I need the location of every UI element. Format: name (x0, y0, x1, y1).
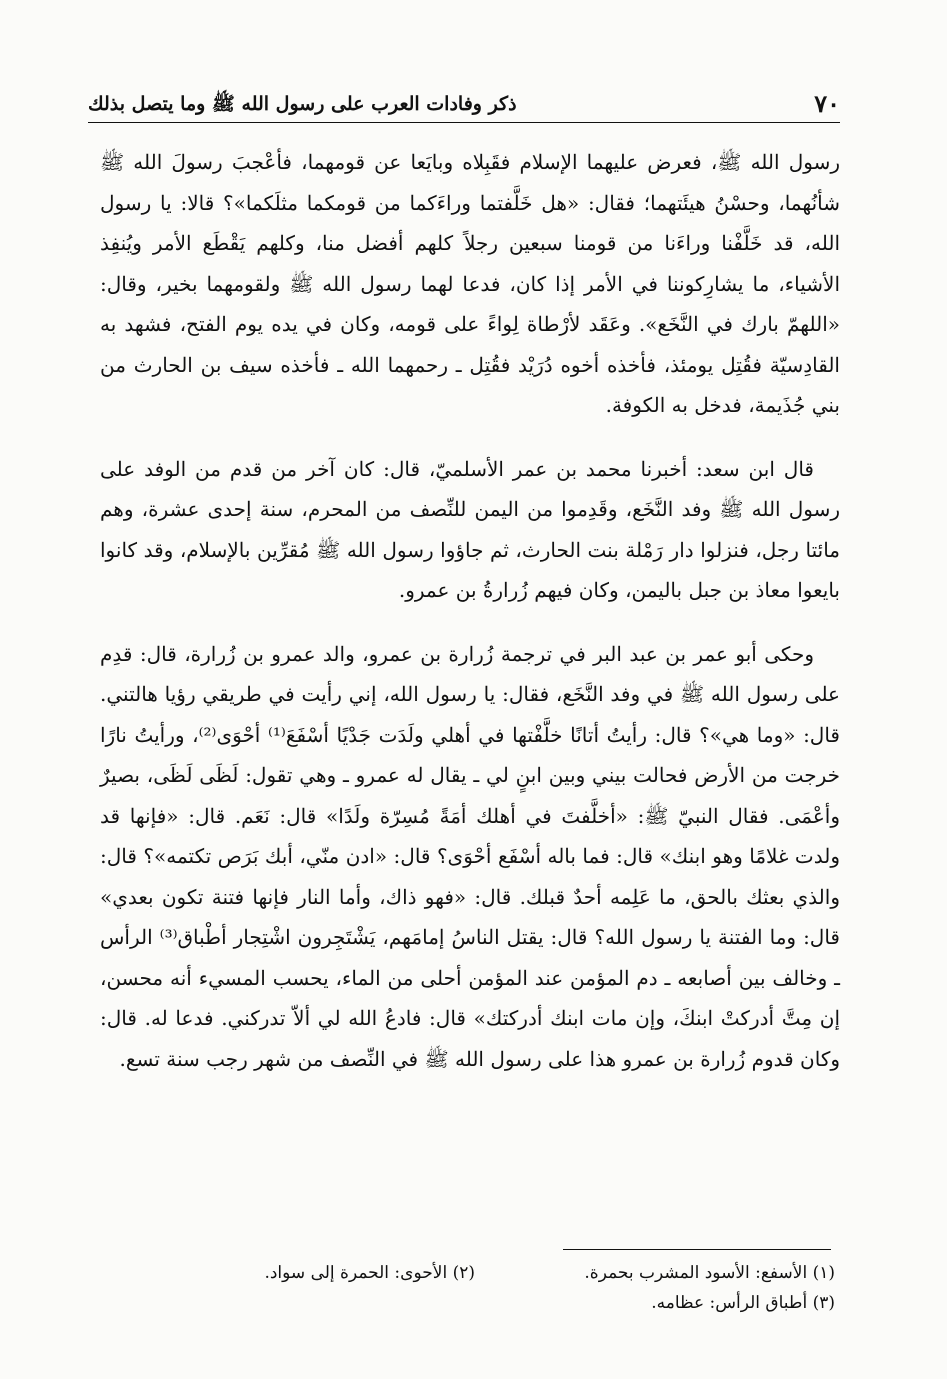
paragraph-3: وحكى أبو عمر بن عبد البر في ترجمة زُرارة بن عمرو، والد عمرو بن زُرارة، قال: قدِم على رسول الله ﷺ في وفد النَّخَع، فقال: يا رسول الله، إني رأيت في طريقي رؤيا هالتني. قال: «وما هي»؟ قال: رأيتُ أتانًا خلَّفْتها في أهلي ولَدَت جَدْيًا أسْفَعَ⁽¹⁾ أحْوَى⁽²⁾، ورأيتُ نارًا خرجت من الأرض فحالت بيني وبين ابنٍ لي ـ يقال له عمرو ـ وهي تقول: لَظَى لَظَى، بصيرٌ وأعْمَى. فقال النبيّ ﷺ: «أخلَّفتَ في أهلك أمَةً مُسِرّة ولَدًا» قال: نَعَم. قال: «فإنها قد ولدت غلامًا وهو ابنك» قال: فما باله أسْفَع أحْوَى؟ قال: «ادن منّي، أبك بَرَص تكتمه»؟ قال: والذي بعثك بالحق، ما عَلِمه أحدٌ قبلك. قال: «فهو ذاك، وأما النار فإنها فتنة تكون بعدي» قال: وما الفتنة يا رسول الله؟ قال: يقتل الناسُ إمامَهم، يَشْتَجِرون اشْتِجار أطْباق⁽³⁾ الرأس ـ وخالف بين أصابعه ـ دم المؤمن عند المؤمن أحلى من الماء، يحسب المسيء أنه محسن، إن مِتَّ أدركتْ ابنكَ، وإن مات ابنك أدركتك» قال: فادعُ الله لي ألاّ تدركني. فدعا له. قال: وكان قدوم زُرارة بن عمرو هذا على رسول الله ﷺ في النِّصف من شهر رجب سنة تسع. (100, 641, 840, 1071)
footnotes (100, 1258, 835, 1318)
footnote-row (100, 1258, 835, 1288)
page-number: ٧٠ (814, 89, 840, 118)
body-text (100, 142, 840, 1079)
paragraph-2: قال ابن سعد: أخبرنا محمد بن عمر الأسلميّ، قال: كان آخر من قدم من الوفد على رسول الله ﷺ وفد النَّخَع، وقَدِموا من اليمن للنِّصف من المحرم، سنة إحدى عشرة، وهم مائتا رجل، فنزلوا دار رَمْلة بنت الحارث، ثم جاؤوا رسول الله ﷺ مُقرِّين بالإسلام، وقد كانوا بايعوا معاذ بن جبل باليمن، وكان فيهم زُرارةُ بن عمرو. (100, 456, 840, 602)
footnote-1: (١) الأسفع: الأسود المشرب بحمرة. (584, 1263, 835, 1283)
footnote-rule (563, 1249, 831, 1250)
footnote-2: (٢) الأحوى: الحمرة إلى سواد. (264, 1263, 475, 1283)
footnote-row (100, 1288, 835, 1318)
paragraph-1: رسول الله ﷺ، فعرض عليهما الإسلام فقَبِلاه وبايَعا عن قومهما، فأعْجبَ رسولَ الله ﷺ شأنُهما، وحسْنُ هيئَتهما؛ فقال: «هل خَلَّفتما وراءَكما من قومكما مثلَكما»؟ قالا: يا رسول الله، قد خَلَّفْنا وراءَنا من قومنا سبعين رجلاً كلهم أفضل منا، وكلهم يَقْطَع الأمر ويُنفِذ الأشياء، ما يشارِكوننا في الأمر إذا كان، فدعا لهما رسول الله ﷺ ولقومهما بخير، وقال: «اللهمّ بارك في النَّخَع». وعَقَد لأرْطاة لِواءً على قومه، وكان في يده يوم الفتح، فشهد به القادِسيّة فقُتِل يومئذ، فأخذه أخوه دُرَيْد فقُتِل ـ رحمهما الله ـ فأخذه سيف بن الحارث من بني جُذَيمة، فدخل به الكوفة. (100, 150, 840, 417)
running-title: ذكر وفادات العرب على رسول الله ﷺ وما يتصل بذلك (88, 93, 517, 115)
page-header (88, 86, 840, 122)
header-rule (88, 122, 840, 123)
footnote-3: (٣) أطباق الرأس: عظامه. (651, 1293, 835, 1313)
